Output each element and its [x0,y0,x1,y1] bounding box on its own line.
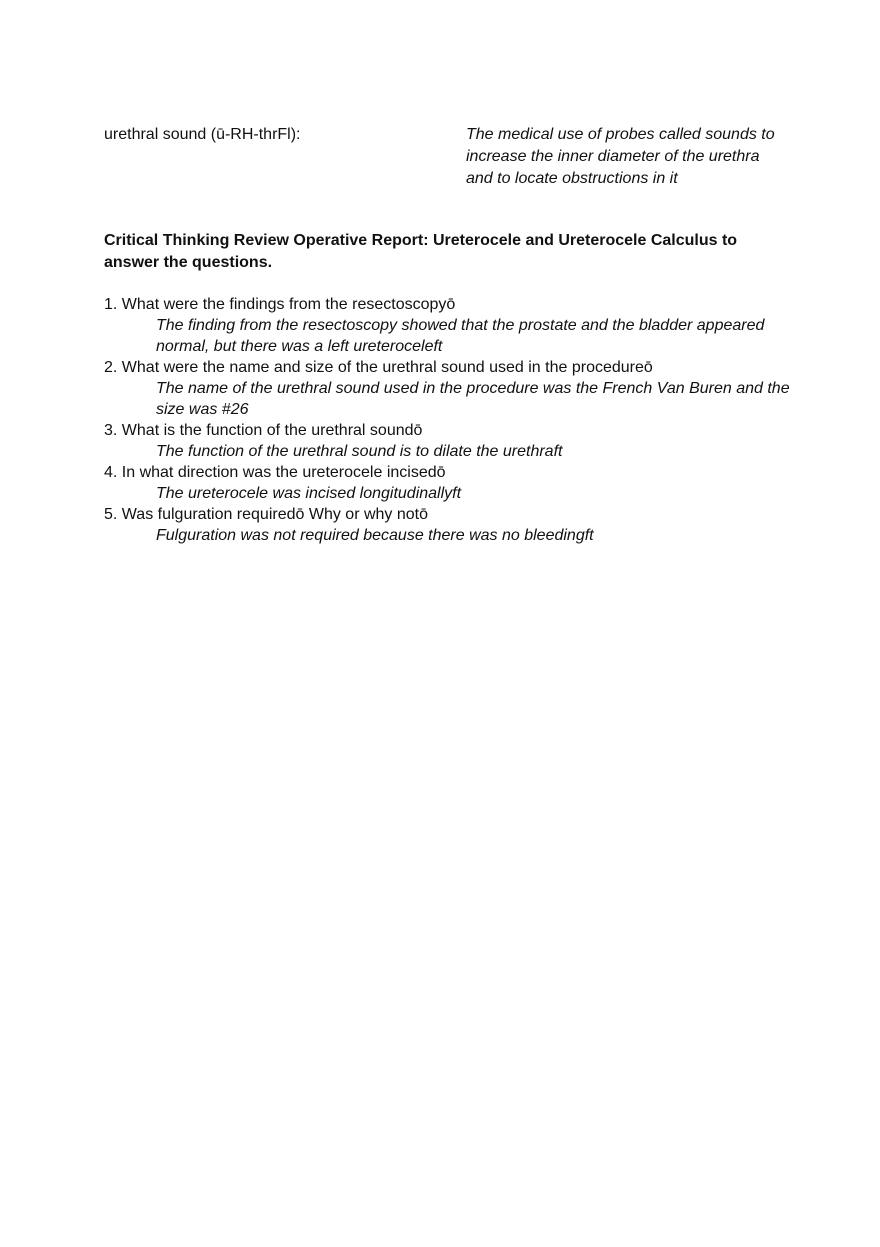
answer-text: The name of the urethral sound used in the procedure was the French Van Buren and the size was #26 [156,380,790,418]
question-text: 4. In what direction was the ureterocele incisedō [104,464,446,481]
glossary-entry [104,124,784,194]
question-text: 5. Was fulguration requiredō Why or why notō [104,506,429,523]
answer-text: The finding from the resectoscopy showed that the prostate and the bladder appeared normal, but there was a left ureteroceleft [156,317,765,355]
question-item-1 [104,294,794,357]
question-text: 3. What is the function of the urethral soundō [104,422,423,439]
question-text: 2. What were the name and size of the urethral sound used in the procedureō [104,359,653,376]
question-item-2 [104,357,794,420]
question-item-5 [104,504,794,546]
question-item-4 [104,462,794,504]
answer-text: The ureterocele was incised longitudinallyft [156,485,462,502]
glossary-definition: The medical use of probes called sounds to increase the inner diameter of the urethra and to locate obstructions in it [466,126,775,187]
question-item-3 [104,420,794,462]
section-heading: Critical Thinking Review Operative Report: Ureterocele and Ureterocele Calculus to answer the questions. [104,232,738,271]
question-text: 1. What were the findings from the resectoscopyō [104,296,456,313]
answer-text: The function of the urethral sound is to dilate the urethraft [156,443,563,460]
question-list [104,294,794,546]
glossary-term: urethral sound (ū-RH-thrFl): [104,126,301,143]
answer-text: Fulguration was not required because there was no bleedingft [156,527,594,544]
